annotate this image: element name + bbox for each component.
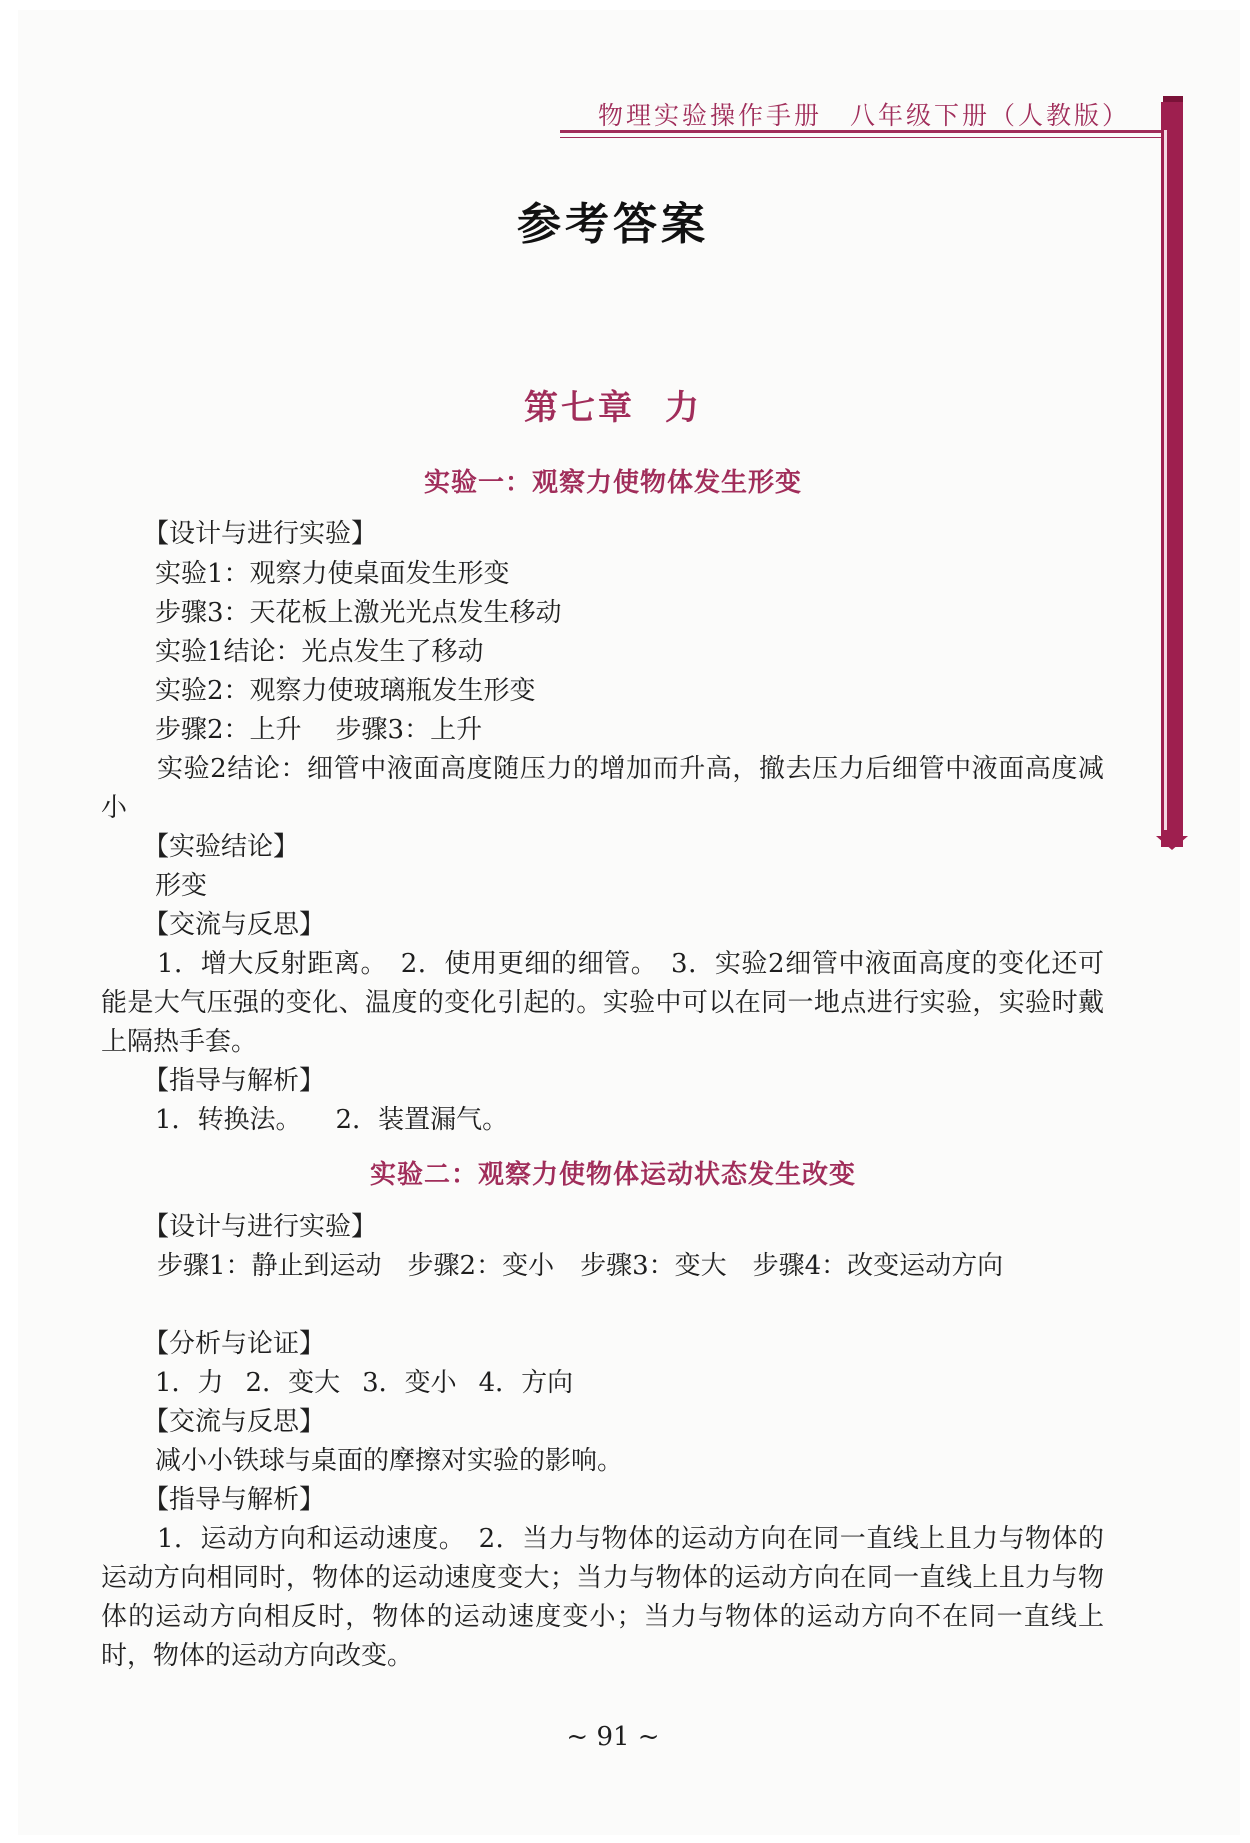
exp1-conclusion2: 实验2结论：细管中液面高度随压力的增加而升高，撤去压力后细管中液面高度减小 <box>101 754 1104 823</box>
exp1-guide-text <box>155 1101 508 1140</box>
exp2-analysis-heading: 【分析与论证】 <box>143 1329 326 1359</box>
exp1-exp2: 实验2：观察力使玻璃瓶发生形变 <box>155 676 536 706</box>
exp2-reflection-heading: 【交流与反思】 <box>143 1407 326 1437</box>
exp1-exp1: 实验1：观察力使桌面发生形变 <box>155 559 510 589</box>
header-rule <box>560 130 1163 133</box>
page-number: ~ 91 ~ <box>566 1722 660 1752</box>
exp2-analysis-answers <box>155 1364 573 1403</box>
exp1-design-heading: 【设计与进行实验】 <box>143 519 378 549</box>
exp1-guide-1: 1．转换法。 <box>155 1105 302 1135</box>
page <box>18 10 1240 1835</box>
exp2-steps: 步骤1：静止到运动 步骤2：变小 步骤3：变大 步骤4：改变运动方向 <box>157 1251 1004 1281</box>
exp2-reflection-text: 减小小铁球与桌面的摩擦对实验的影响。 <box>155 1446 624 1476</box>
header-book-title: 物理实验操作手册 八年级下册（人教版） <box>597 101 1130 130</box>
exp1-reflection-text: 1．增大反射距离。 2．使用更细的细管。 3．实验2细管中液面高度的变化还可能是大气压强的变化、温度的变化引起的。实验中可以在同一地点进行实验，实验时戴上隔热手套。 <box>101 949 1104 1057</box>
chapter-label: 第七章 <box>524 388 635 428</box>
exp1-conclusion-heading: 【实验结论】 <box>143 832 300 862</box>
exp2-a2: 2．变大 <box>245 1368 341 1398</box>
exp1-guide-2: 2．装置漏气。 <box>335 1105 509 1135</box>
side-bar-tip <box>1156 836 1188 850</box>
header-rule-thin <box>560 137 1163 138</box>
exp1-reflection-heading: 【交流与反思】 <box>143 910 326 940</box>
exp1-steps-2-3 <box>155 711 482 750</box>
page-title: 参考答案 <box>517 199 709 250</box>
exp2-guide-heading: 【指导与解析】 <box>143 1485 326 1515</box>
exp2-a3: 3．变小 <box>362 1368 457 1398</box>
chapter-heading <box>18 380 1208 429</box>
experiment1-title: 实验一：观察力使物体发生形变 <box>423 468 802 498</box>
exp1-guide-heading: 【指导与解析】 <box>143 1066 326 1096</box>
exp1-step2: 步骤2：上升 <box>155 715 302 745</box>
exp1-step3b: 步骤3：上升 <box>335 715 483 745</box>
chapter-name: 力 <box>665 388 702 428</box>
exp2-guide-text: 1．运动方向和运动速度。 2．当力与物体的运动方向在同一直线上且力与物体的运动方向相同时，物体的运动速度变大；当力与物体的运动方向在同一直线上且力与物体的运动方向相反时，物体的运动速度变小；当力与物体的运动方向不在同一直线上时，物体的运动方向改变。 <box>101 1524 1104 1671</box>
exp2-design-heading: 【设计与进行实验】 <box>143 1212 378 1242</box>
exp1-step3: 步骤3：天花板上激光光点发生移动 <box>155 598 562 628</box>
exp1-conclusion1: 实验1结论：光点发生了移动 <box>155 637 484 667</box>
exp2-a4: 4．方向 <box>478 1368 574 1398</box>
experiment2-title: 实验二：观察力使物体运动状态发生改变 <box>369 1160 856 1190</box>
exp1-conclusion-text: 形变 <box>155 871 208 901</box>
exp2-a1: 1．力 <box>155 1368 224 1398</box>
